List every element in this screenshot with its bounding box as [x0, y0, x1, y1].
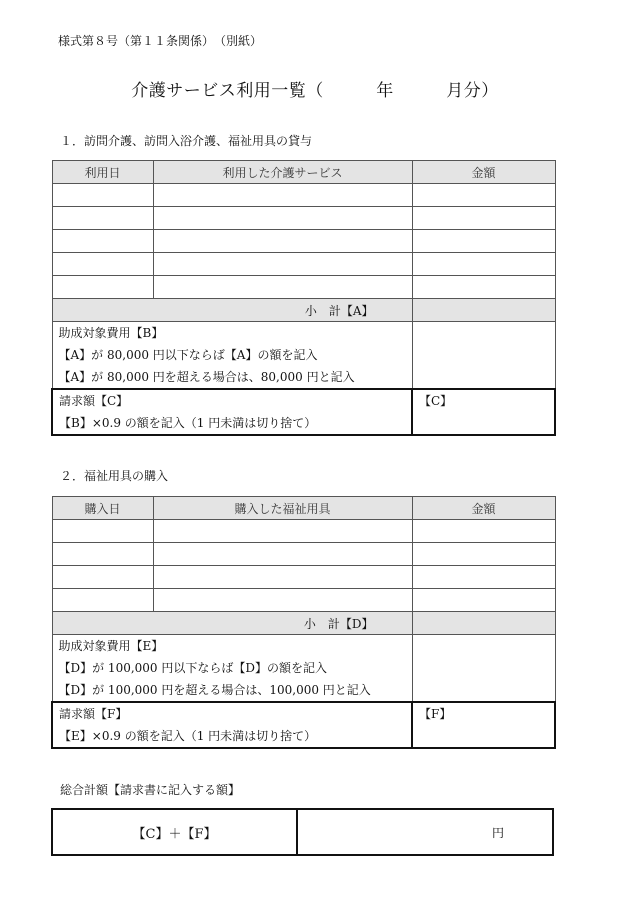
- item-cell[interactable]: [153, 566, 412, 589]
- subsidy-b-instructions: [52, 322, 412, 390]
- subsidy-b-value[interactable]: [412, 322, 555, 390]
- table-row: [52, 566, 555, 589]
- service-cell[interactable]: [153, 207, 412, 230]
- date-cell[interactable]: [52, 184, 153, 207]
- claim-row: [52, 389, 555, 435]
- table-row: [52, 253, 555, 276]
- page-title: 介護サービス利用一覧（ 年 月分）: [131, 81, 499, 101]
- total-amount-field[interactable]: [298, 810, 552, 854]
- form-number: 様式第８号（第１１条関係） （別紙）: [58, 34, 263, 48]
- amount-cell[interactable]: [412, 230, 555, 253]
- total-heading: 総合計額【請求書に記入する額】: [60, 783, 241, 797]
- claim-line: 【E】×0.9 の額を記入（1 円未満は切り捨て）: [59, 729, 317, 743]
- column-header-item: 購入した福祉用具: [153, 497, 412, 520]
- claim-c-value-label: 【C】: [419, 394, 453, 408]
- subtotal-row: [52, 299, 555, 322]
- subsidy-line: 【A】が 80,000 円を超える場合は、80,000 円と記入: [58, 370, 355, 384]
- service-cell[interactable]: [153, 230, 412, 253]
- subsidy-line: 【D】が 100,000 円以下ならば【D】の額を記入: [58, 661, 327, 675]
- date-cell[interactable]: [52, 207, 153, 230]
- subtotal-d-label: 小 計【D】: [52, 612, 412, 635]
- amount-cell[interactable]: [412, 543, 555, 566]
- subtotal-d-value[interactable]: [412, 612, 555, 635]
- subsidy-row: [52, 322, 555, 390]
- yen-unit: 円: [491, 825, 504, 840]
- table-row: [52, 230, 555, 253]
- table-row: [52, 520, 555, 543]
- subsidy-line: 助成対象費用【B】: [58, 326, 164, 340]
- amount-cell[interactable]: [412, 207, 555, 230]
- column-header-date: 購入日: [52, 497, 153, 520]
- subsidy-line: 【A】が 80,000 円以下ならば【A】の額を記入: [58, 348, 318, 362]
- subtotal-a-label: 小 計【A】: [52, 299, 412, 322]
- total-formula: 【C】＋【F】: [53, 810, 298, 854]
- table-row: [52, 276, 555, 299]
- claim-c-instructions: [52, 389, 412, 435]
- item-cell[interactable]: [153, 520, 412, 543]
- column-header-service: 利用した介護サービス: [153, 161, 412, 184]
- date-cell[interactable]: [52, 543, 153, 566]
- amount-cell[interactable]: [412, 276, 555, 299]
- amount-cell[interactable]: [412, 184, 555, 207]
- claim-row: [52, 702, 555, 748]
- date-cell[interactable]: [52, 520, 153, 543]
- column-header-date: 利用日: [52, 161, 153, 184]
- subsidy-row: [52, 635, 555, 703]
- table-row: [52, 184, 555, 207]
- date-cell[interactable]: [52, 589, 153, 612]
- table-row: [52, 207, 555, 230]
- total-box: [51, 808, 554, 856]
- claim-c-value[interactable]: [412, 389, 555, 435]
- amount-cell[interactable]: [412, 566, 555, 589]
- claim-f-instructions: [52, 702, 412, 748]
- table-row: [52, 543, 555, 566]
- subsidy-e-instructions: [52, 635, 412, 703]
- amount-cell[interactable]: [412, 520, 555, 543]
- claim-line: 請求額【F】: [59, 707, 128, 721]
- section2-table: [51, 496, 556, 749]
- claim-f-value[interactable]: [412, 702, 555, 748]
- claim-line: 【B】×0.9 の額を記入（1 円未満は切り捨て）: [59, 416, 317, 430]
- claim-f-value-label: 【F】: [419, 707, 452, 721]
- service-cell[interactable]: [153, 276, 412, 299]
- service-cell[interactable]: [153, 184, 412, 207]
- date-cell[interactable]: [52, 230, 153, 253]
- amount-cell[interactable]: [412, 253, 555, 276]
- column-header-amount: 金額: [412, 497, 555, 520]
- subsidy-e-value[interactable]: [412, 635, 555, 703]
- table-header-row: [52, 497, 555, 520]
- subtotal-a-value[interactable]: [412, 299, 555, 322]
- column-header-amount: 金額: [412, 161, 555, 184]
- item-cell[interactable]: [153, 589, 412, 612]
- date-cell[interactable]: [52, 276, 153, 299]
- subsidy-line: 助成対象費用【E】: [58, 639, 164, 653]
- subsidy-line: 【D】が 100,000 円を超える場合は、100,000 円と記入: [58, 683, 371, 697]
- service-cell[interactable]: [153, 253, 412, 276]
- table-row: [52, 589, 555, 612]
- section1-table: [51, 160, 556, 436]
- section1-heading: １．訪問介護、訪問入浴介護、福祉用具の貸与: [60, 134, 313, 148]
- claim-line: 請求額【C】: [59, 394, 129, 408]
- section2-heading: ２．福祉用具の購入: [60, 469, 169, 483]
- item-cell[interactable]: [153, 543, 412, 566]
- subtotal-row: [52, 612, 555, 635]
- table-header-row: [52, 161, 555, 184]
- amount-cell[interactable]: [412, 589, 555, 612]
- date-cell[interactable]: [52, 253, 153, 276]
- date-cell[interactable]: [52, 566, 153, 589]
